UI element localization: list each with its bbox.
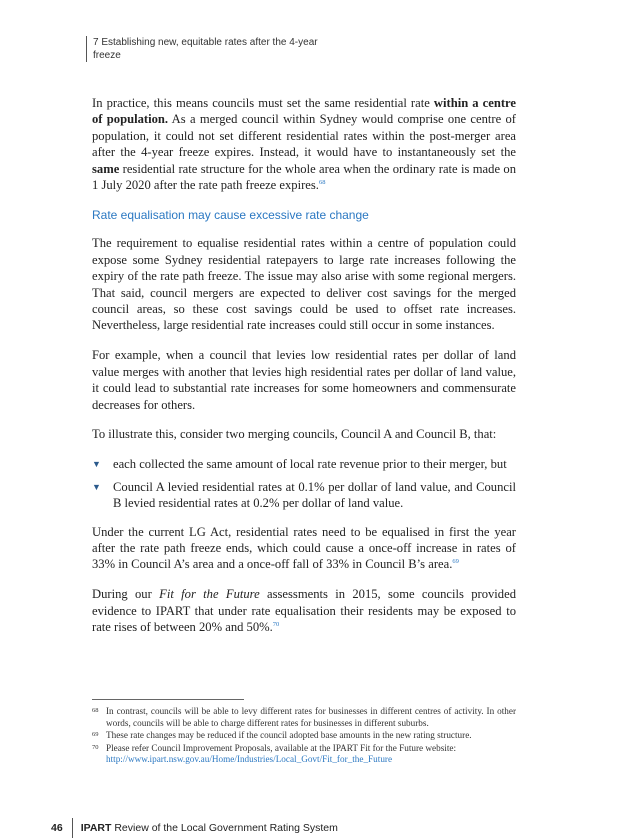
running-header [86,36,353,62]
bold-word-same: same [92,161,120,176]
footnote-ref-69[interactable]: 69 [452,558,459,566]
page-footer [51,818,338,836]
footer-title: Review of the Local Government Rating System [114,821,338,834]
footer-org: IPART [80,821,112,834]
running-header-line-1: 7 Establishing new, equitable rates after the 4-year [93,37,318,48]
footnote-text: Please refer Council Improvement Proposals, available at the IPART Fit for the Future website: [106,742,457,753]
page-number: 46 [51,821,63,834]
bullet-triangle-icon: ▼ [92,481,101,492]
footnote-divider [92,699,244,700]
footnote-text: These rate changes may be reduced if the council adopted base amounts in the new rating structure. [106,730,472,741]
paragraph-4: To illustrate this, consider two merging councils, Council A and Council B, that: [92,427,497,442]
footnote-number: 68 [92,707,99,714]
footnote-text: In contrast, councils will be able to levy different rates for businesses in different centres of activity. In other words, councils will be able to charge different rates for businesses in different suburbs. [106,706,516,728]
footer-divider [72,818,73,838]
bullet-list [92,456,516,511]
list-item: ▼ each collected the same amount of local rate revenue prior to their merger, but [92,457,507,472]
footnote-ref-70[interactable]: 70 [272,620,280,628]
footnote-69 [92,730,516,742]
main-content [92,95,516,649]
running-header-line-2: freeze [93,50,121,61]
footnotes [92,706,516,767]
list-item: ▼ Council A levied residential rates at 0.1% per dollar of land value, and Council B levied residential rates at 0.2% per dollar of land value. [92,479,516,511]
paragraph-5: Under the current LG Act, residential rates need to be equalised in first the year after the rate path freeze ends, which could cause a once-off increase in rates of 33% in Council A’s area and a once-off fall of 33% in Council B’s area.$^{69}$ [92,524,516,572]
footnote-70 [92,743,516,766]
section-heading: Rate equalisation may cause excessive rate change [92,207,369,222]
footnote-number: 69 [92,731,99,739]
paragraph-2: The requirement to equalise residential rates within a centre of population could expose some Sydney residential ratepayers to large rate increases following the expiry of the rate path freeze. The issue may also arise with some regional mergers. That said, council mergers are expected to deliver cost savings for the merged council areas, so these cost savings could be used to offset rate increases. Nevertheless, large residential rate increases could still occur in some instances. [92,236,516,333]
bullet-triangle-icon: ▼ [92,459,101,470]
footnote-ref-68[interactable]: 68 [318,178,326,186]
paragraph-1: In practice, this means councils must set the same residential rate within a centre of population. As a merged council within Sydney would comprise one centre of population, it could not set different residential rates within the post-merger area after the 4-year freeze expires. Instead, it would have to instantaneously set the same residential rate structure for the whole area when the ordinary rate is made on 1 July 2020 after the rate path freeze expires.$^{68}$ [92,96,517,193]
paragraph-3: For example, when a council that levies low residential rates per dollar of land value merges with another that levies high residential rates per dollar of land value, it could lead to substantial rate increases for some homeowners and commensurate decreases for others. [92,348,516,412]
footnote-number: 70 [92,743,99,751]
italic-fit-for-the-future: Fit for the Future [159,587,260,602]
paragraph-6: During our Fit for the Future assessments in 2015, some councils provided evidence to IPART that under rate equalisation their residents may be exposed to rate rises of between 20% and 50%.$^{70}$ [92,587,516,635]
bold-phrase-centre-of-population: within a centre of population. [92,96,517,127]
fit-for-the-future-link[interactable]: http://www.ipart.nsw.gov.au/Home/Industries/Local_Govt/Fit_for_the_Future [106,754,393,765]
footnote-68 [92,706,516,729]
